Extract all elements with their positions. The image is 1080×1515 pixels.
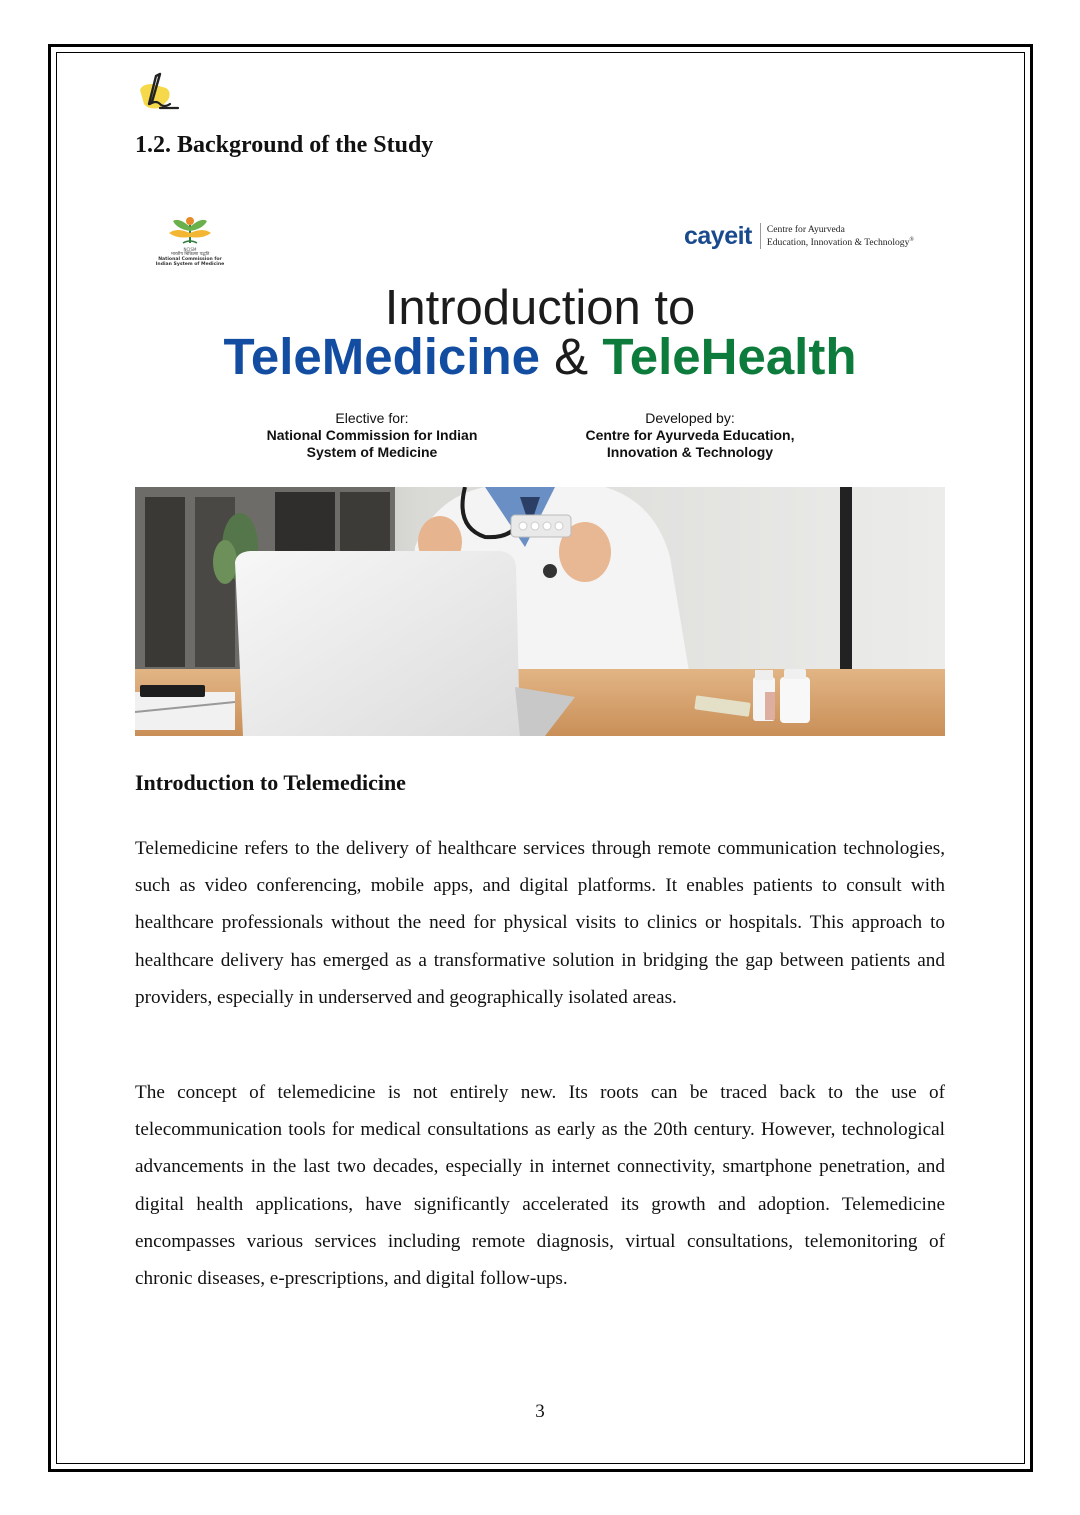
elective-line1: National Commission for Indian xyxy=(266,427,478,443)
intro-paragraph-1: Telemedicine refers to the delivery of healthcare services through remote communication technologies, such as video conferencing, mobile apps, and digital platforms. It enables patients to consult with healthcare professionals without the need for physical visits to clinics or hospitals. This approach to healthcare delivery has emerged as a transformative solution in bridging the gap between patients and providers, especially in underserved and geographically isolated areas. xyxy=(135,838,945,1008)
cayeit-logo xyxy=(684,220,914,252)
pen-icon xyxy=(134,70,190,118)
developed-line2: Innovation & Technology xyxy=(606,444,774,460)
registered-mark: ® xyxy=(909,236,914,243)
ncism-logo xyxy=(150,213,230,267)
title-telemedicine: TeleMedicine xyxy=(223,328,540,385)
developed-block xyxy=(560,410,820,461)
cayeit-word: cayeit xyxy=(684,221,752,250)
cayeit-full-line2: Education, Innovation & Technology xyxy=(766,237,910,249)
elective-label: Elective for: xyxy=(335,410,409,426)
section-heading: 1.2. Background of the Study xyxy=(135,132,434,158)
cover-title-line1: Introduction to xyxy=(384,281,696,335)
cayeit-divider xyxy=(760,223,761,249)
cayeit-full-line1: Centre for Ayurveda xyxy=(766,223,845,235)
cover-title-line2 xyxy=(0,327,1080,387)
page-number: 3 xyxy=(535,1401,545,1422)
elective-line2: System of Medicine xyxy=(306,444,438,460)
ncism-name-line2: Indian System of Medicine xyxy=(155,262,225,267)
title-telehealth: TeleHealth xyxy=(602,328,857,385)
ncism-subtitle: भारतीय चिकित्सा पद्धति xyxy=(170,252,210,257)
elective-block xyxy=(242,410,502,461)
ncism-name-line1: National Commission for xyxy=(158,257,222,262)
ncism-acronym: NCISM xyxy=(183,247,197,252)
cayeit-full-name xyxy=(767,224,914,248)
intro-paragraph-2: The concept of telemedicine is not entirely new. Its roots can be traced back to the use of telecommunication tools for medical consultations as early as the 20th century. However, technological advancements in the last two decades, especially in internet connectivity, smartphone penetration, and digital health applications, have significantly accelerated its growth and adoption. Telemedicine encompasses various services including remote diagnosis, virtual consultations, telemonitoring of chronic diseases, e-prescriptions, and digital follow-ups. xyxy=(135,1082,945,1290)
title-ampersand: & xyxy=(554,328,589,385)
intro-heading: Introduction to Telemedicine xyxy=(135,770,406,795)
doctor-laptop-photo xyxy=(135,487,945,736)
developed-label: Developed by: xyxy=(645,410,735,426)
developed-line1: Centre for Ayurveda Education, xyxy=(585,427,795,443)
ncism-emblem-icon xyxy=(165,213,215,247)
